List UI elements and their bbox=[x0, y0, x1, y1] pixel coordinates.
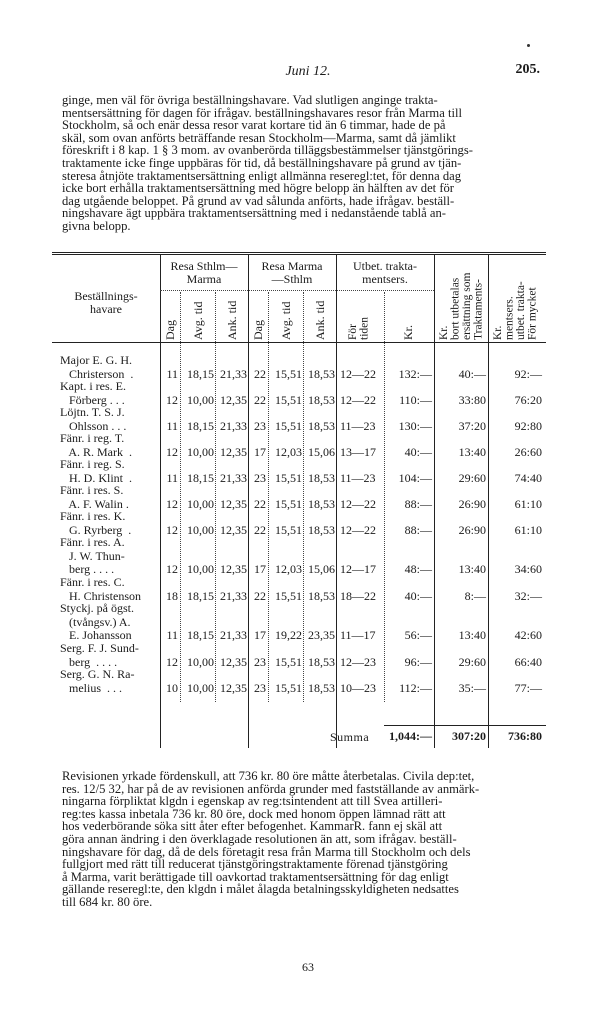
row-ers: 40:— bbox=[458, 366, 486, 381]
running-head-title: Juni 12. bbox=[285, 64, 331, 79]
row-k2: 23,35 bbox=[308, 628, 335, 642]
header-for-tiden: För tiden bbox=[347, 317, 371, 340]
col-rule bbox=[336, 254, 337, 748]
row-ers: 13:40 bbox=[458, 444, 486, 459]
row-k1: 12,35 bbox=[220, 654, 247, 669]
row-a1: 18,15 bbox=[187, 470, 214, 485]
row-kr: 96:— bbox=[404, 654, 432, 669]
summa-ersattning: 307:20 bbox=[452, 729, 486, 743]
para2-line: gällande reseregl:te, den klgdn i målet ålagda betalningsskyldigheten nedsattes bbox=[62, 882, 459, 897]
row-ers: 26:90 bbox=[458, 496, 486, 511]
summa-for-mycket: 736:80 bbox=[508, 729, 542, 743]
row-a2: 12,03 bbox=[275, 444, 302, 459]
header-for-mycket: Kr. mentsers. utbet. trakta- För mycket bbox=[492, 281, 539, 340]
table-header-rule bbox=[52, 342, 546, 343]
row-ers: 13:40 bbox=[458, 562, 486, 576]
row-a1: 18,15 bbox=[187, 628, 214, 642]
row-k2: 18,53 bbox=[308, 522, 335, 537]
row-tid: 10—23 bbox=[340, 680, 376, 695]
row-d1: 11 bbox=[166, 470, 178, 485]
row-tid: 11—17 bbox=[340, 628, 376, 642]
row-tid: 18—22 bbox=[340, 588, 376, 603]
para1-line: givna belopp. bbox=[62, 218, 131, 233]
header-ank-2: Ank. tid bbox=[313, 300, 327, 340]
row-name: Major E. G. H. Christerson . bbox=[60, 353, 134, 381]
row-myc: 76:20 bbox=[514, 392, 542, 407]
header-ank: Ank. tid bbox=[225, 300, 239, 340]
row-myc: 92:80 bbox=[514, 418, 542, 433]
paragraph-2 bbox=[62, 770, 540, 909]
para2-line: hos vederbörande söka sitt åter efter befogenhet. KammarR. fann ej skäl att bbox=[62, 819, 443, 834]
row-k1: 12,35 bbox=[220, 680, 247, 695]
row-d2: 22 bbox=[254, 392, 266, 407]
row-d1: 12 bbox=[166, 496, 178, 511]
row-k1: 21,33 bbox=[220, 628, 247, 642]
para1-line: traktamente icke finge uppbäras för tid, då beställningshavare på grund av tjän- bbox=[62, 155, 462, 170]
row-ers: 13:40 bbox=[458, 628, 486, 642]
row-d2: 17 bbox=[254, 444, 266, 459]
row-kr: 88:— bbox=[404, 522, 432, 537]
row-k2: 18,53 bbox=[308, 588, 335, 603]
row-d2: 23 bbox=[254, 470, 266, 485]
header-dag-2: Dag bbox=[251, 320, 265, 340]
header-dag: Dag bbox=[163, 320, 177, 340]
row-ers: 35:— bbox=[458, 680, 486, 695]
row-k1: 21,33 bbox=[220, 470, 247, 485]
row-myc: 66:40 bbox=[514, 654, 542, 669]
para2-line: Revisionen yrkade fördenskull, att 736 kr. 80 öre måtte återbetalas. Civila dep:tet, bbox=[62, 769, 475, 783]
row-k1: 21,33 bbox=[220, 366, 247, 381]
row-k2: 18,53 bbox=[308, 418, 335, 433]
row-k2: 15,06 bbox=[308, 562, 335, 576]
row-d2: 17 bbox=[254, 562, 266, 576]
row-ers: 33:80 bbox=[458, 392, 486, 407]
row-a2: 15,51 bbox=[275, 654, 302, 669]
para1-line: ginge, men väl för övriga beställningshavare. Vad slutligen anginge trakta- bbox=[62, 93, 438, 107]
row-myc: 26:60 bbox=[514, 444, 542, 459]
row-tid: 11—23 bbox=[340, 470, 376, 485]
row-a2: 15,51 bbox=[275, 496, 302, 511]
row-d2: 23 bbox=[254, 654, 266, 669]
row-kr: 56:— bbox=[404, 628, 432, 642]
row-d1: 12 bbox=[166, 522, 178, 537]
row-name: Fänr. i res. S. A. F. Walin . bbox=[60, 483, 129, 511]
row-k2: 18,53 bbox=[308, 654, 335, 669]
para2-line: ningshavare för dag, då de dels företagit resa från Marma till Stockholm och dels bbox=[62, 844, 471, 859]
row-d1: 12 bbox=[166, 654, 178, 669]
header-kr: Kr. bbox=[401, 325, 415, 340]
row-ers: 8:— bbox=[464, 588, 486, 603]
row-a1: 10,00 bbox=[187, 444, 214, 459]
row-a1: 18,15 bbox=[187, 588, 214, 603]
row-a2: 15,51 bbox=[275, 470, 302, 485]
row-a2: 12,03 bbox=[275, 562, 302, 576]
row-tid: 11—23 bbox=[340, 418, 376, 433]
row-k1: 12,35 bbox=[220, 496, 247, 511]
row-kr: 48:— bbox=[404, 562, 432, 576]
row-k1: 12,35 bbox=[220, 444, 247, 459]
row-d1: 18 bbox=[166, 588, 178, 603]
row-myc: 42:60 bbox=[514, 628, 542, 642]
summa-rule bbox=[384, 725, 546, 726]
summa-kr: 1,044:— bbox=[389, 729, 432, 743]
row-a2: 15,51 bbox=[275, 522, 302, 537]
row-myc: 77:— bbox=[514, 680, 542, 695]
row-name: Fänr. i reg. T. A. R. Mark . bbox=[60, 431, 132, 459]
row-k1: 12,35 bbox=[220, 562, 247, 576]
row-ers: 26:90 bbox=[458, 522, 486, 537]
row-a2: 19,22 bbox=[275, 628, 302, 642]
row-d1: 12 bbox=[166, 392, 178, 407]
para2-line: res. 12/5 32, har på de av revisionen anförda grunder med fastställande av anmärk- bbox=[62, 781, 480, 796]
row-tid: 12—22 bbox=[340, 366, 376, 381]
row-d1: 11 bbox=[166, 366, 178, 381]
row-a2: 15,51 bbox=[275, 418, 302, 433]
row-kr: 104:— bbox=[398, 470, 432, 485]
para2-line: göra annan ändring i den överklagade resolutionen än att, som ifrågav. beställ- bbox=[62, 831, 457, 846]
row-kr: 112:— bbox=[399, 680, 432, 695]
row-k2: 15,06 bbox=[308, 444, 335, 459]
row-a1: 10,00 bbox=[187, 392, 214, 407]
row-myc: 32:— bbox=[514, 588, 542, 603]
para2-line: reg:tes kassa inbetala 736 kr. 80 öre, dock med honom öppen lämnad rätt att bbox=[62, 806, 446, 821]
row-tid: 12—23 bbox=[340, 654, 376, 669]
paragraph-1 bbox=[62, 94, 540, 233]
para1-line: ningshavare ägt uppbära traktamentsersättning med i nedanstående tablå an- bbox=[62, 206, 446, 221]
row-name: Styckj. på ögst. (tvångsv.) A. E. Johansson bbox=[60, 601, 134, 642]
row-name: Fänr. i res. C. H. Christenson bbox=[60, 575, 141, 603]
header-name: Beställnings- havare bbox=[74, 289, 138, 316]
group-rule bbox=[160, 290, 434, 291]
header-ersattning: Kr. bort utbetalas ersättning som Traktaments- bbox=[438, 272, 485, 340]
table-top-rule-2 bbox=[52, 254, 546, 255]
row-tid: 12—17 bbox=[340, 562, 376, 576]
row-ers: 37:20 bbox=[458, 418, 486, 433]
row-a1: 10,00 bbox=[187, 496, 214, 511]
row-name: Serg. F. J. Sund- berg . . . . bbox=[60, 641, 139, 669]
row-name: Fänr. i res. K. G. Ryrberg . bbox=[60, 509, 132, 537]
row-name: Fänr. i reg. S. H. D. Klint . bbox=[60, 457, 132, 485]
row-tid: 12—22 bbox=[340, 392, 376, 407]
para1-line: föreskrift i 8 kap. 1 § 3 mom. av ovanberörda tilläggsbestämmelser tjänstgörings- bbox=[62, 143, 473, 158]
row-tid: 12—22 bbox=[340, 496, 376, 511]
row-name: Fänr. i res. A. J. W. Thun- berg . . . . bbox=[60, 535, 125, 576]
row-d2: 22 bbox=[254, 522, 266, 537]
row-d2: 22 bbox=[254, 496, 266, 511]
row-k1: 12,35 bbox=[220, 522, 247, 537]
row-d2: 23 bbox=[254, 418, 266, 433]
para1-line: Stockholm, så och enär dessa resor varat kortare tid än 6 timmar, hade de på bbox=[62, 118, 446, 133]
para1-line: skäl, som ovan anförts beträffande resan Stockholm—Marma, samt då jämlikt bbox=[62, 130, 456, 145]
row-myc: 34:60 bbox=[514, 562, 542, 576]
row-a1: 10,00 bbox=[187, 680, 214, 695]
row-myc: 92:— bbox=[514, 366, 542, 381]
row-a2: 15,51 bbox=[275, 366, 302, 381]
row-kr: 132:— bbox=[398, 366, 432, 381]
para2-line: till 684 kr. 80 öre. bbox=[62, 894, 153, 909]
header-group2: Resa Marma —Sthlm bbox=[261, 259, 323, 286]
row-k2: 18,53 bbox=[308, 496, 335, 511]
para2-line: ningarna förpliktat klgdn i egenskap av reg:tsintendent att till Svea artilleri- bbox=[62, 794, 443, 809]
row-a1: 18,15 bbox=[187, 418, 214, 433]
row-k1: 12,35 bbox=[220, 392, 247, 407]
row-a1: 10,00 bbox=[187, 654, 214, 669]
row-tid: 12—22 bbox=[340, 522, 376, 537]
row-a2: 15,51 bbox=[275, 588, 302, 603]
row-tid: 13—17 bbox=[340, 444, 376, 459]
para2-line: fullgjort med rätt till reducerat tjänstgöringstraktamente förenad tjänstgöring bbox=[62, 857, 448, 872]
row-d1: 12 bbox=[166, 562, 178, 576]
row-kr: 40:— bbox=[404, 588, 432, 603]
row-d2: 22 bbox=[254, 366, 266, 381]
row-d1: 11 bbox=[166, 418, 178, 433]
allowance-table bbox=[52, 252, 546, 752]
row-k2: 18,53 bbox=[308, 680, 335, 695]
speck bbox=[527, 44, 530, 47]
row-k1: 21,33 bbox=[220, 588, 247, 603]
row-ers: 29:60 bbox=[458, 654, 486, 669]
row-name: Serg. G. N. Ra- melius . . . bbox=[60, 667, 135, 695]
row-d2: 23 bbox=[254, 680, 266, 695]
summa-label: Summa bbox=[330, 730, 370, 744]
row-myc: 74:40 bbox=[514, 470, 542, 485]
header-group3: Utbet. trakta- mentsers. bbox=[353, 259, 417, 286]
table-top-rule bbox=[52, 252, 546, 253]
para2-line: å Marma, varit berättigade till oavkortad traktamentsersättning för dag enligt bbox=[62, 869, 449, 884]
row-kr: 40:— bbox=[404, 444, 432, 459]
row-name: Löjtn. T. S. J. Ohlsson . . . bbox=[60, 405, 127, 433]
row-a1: 10,00 bbox=[187, 522, 214, 537]
row-kr: 88:— bbox=[404, 496, 432, 511]
row-a2: 15,51 bbox=[275, 392, 302, 407]
para1-line: steresa åtnjöte traktamentsersättning enligt allmänna reseregl:tet, för denna dag bbox=[62, 168, 461, 183]
page-number: 205. bbox=[515, 62, 540, 77]
row-kr: 130:— bbox=[398, 418, 432, 433]
row-name: Kapt. i res. E. Förberg . . . bbox=[60, 379, 126, 407]
row-d2: 17 bbox=[254, 628, 266, 642]
para1-line: dag utgående beloppet. På grund av vad sålunda anförts, hade ifrågav. beställ- bbox=[62, 193, 455, 208]
row-d1: 12 bbox=[166, 444, 178, 459]
row-myc: 61:10 bbox=[514, 496, 542, 511]
row-a2: 15,51 bbox=[275, 680, 302, 695]
header-avg: Avg. tid bbox=[191, 301, 205, 340]
para1-line: mentsersättning för dagen för ifrågav. beställningshavares resor från Marma till bbox=[62, 105, 462, 120]
row-a1: 10,00 bbox=[187, 562, 214, 576]
row-d2: 22 bbox=[254, 588, 266, 603]
folio-number: 63 bbox=[302, 960, 314, 974]
row-myc: 61:10 bbox=[514, 522, 542, 537]
header-avg-2: Avg. tid bbox=[279, 301, 293, 340]
row-d1: 10 bbox=[166, 680, 178, 695]
header-group1: Resa Sthlm— Marma bbox=[170, 259, 238, 286]
row-a1: 18,15 bbox=[187, 366, 214, 381]
row-ers: 29:60 bbox=[458, 470, 486, 485]
row-k2: 18,53 bbox=[308, 366, 335, 381]
row-k2: 18,53 bbox=[308, 470, 335, 485]
row-k1: 21,33 bbox=[220, 418, 247, 433]
para1-line: icke bort erhålla traktamentsersättning med högre belopp än hälften av det för bbox=[62, 181, 455, 196]
row-d1: 11 bbox=[166, 628, 178, 642]
row-kr: 110:— bbox=[399, 392, 432, 407]
row-k2: 18,53 bbox=[308, 392, 335, 407]
